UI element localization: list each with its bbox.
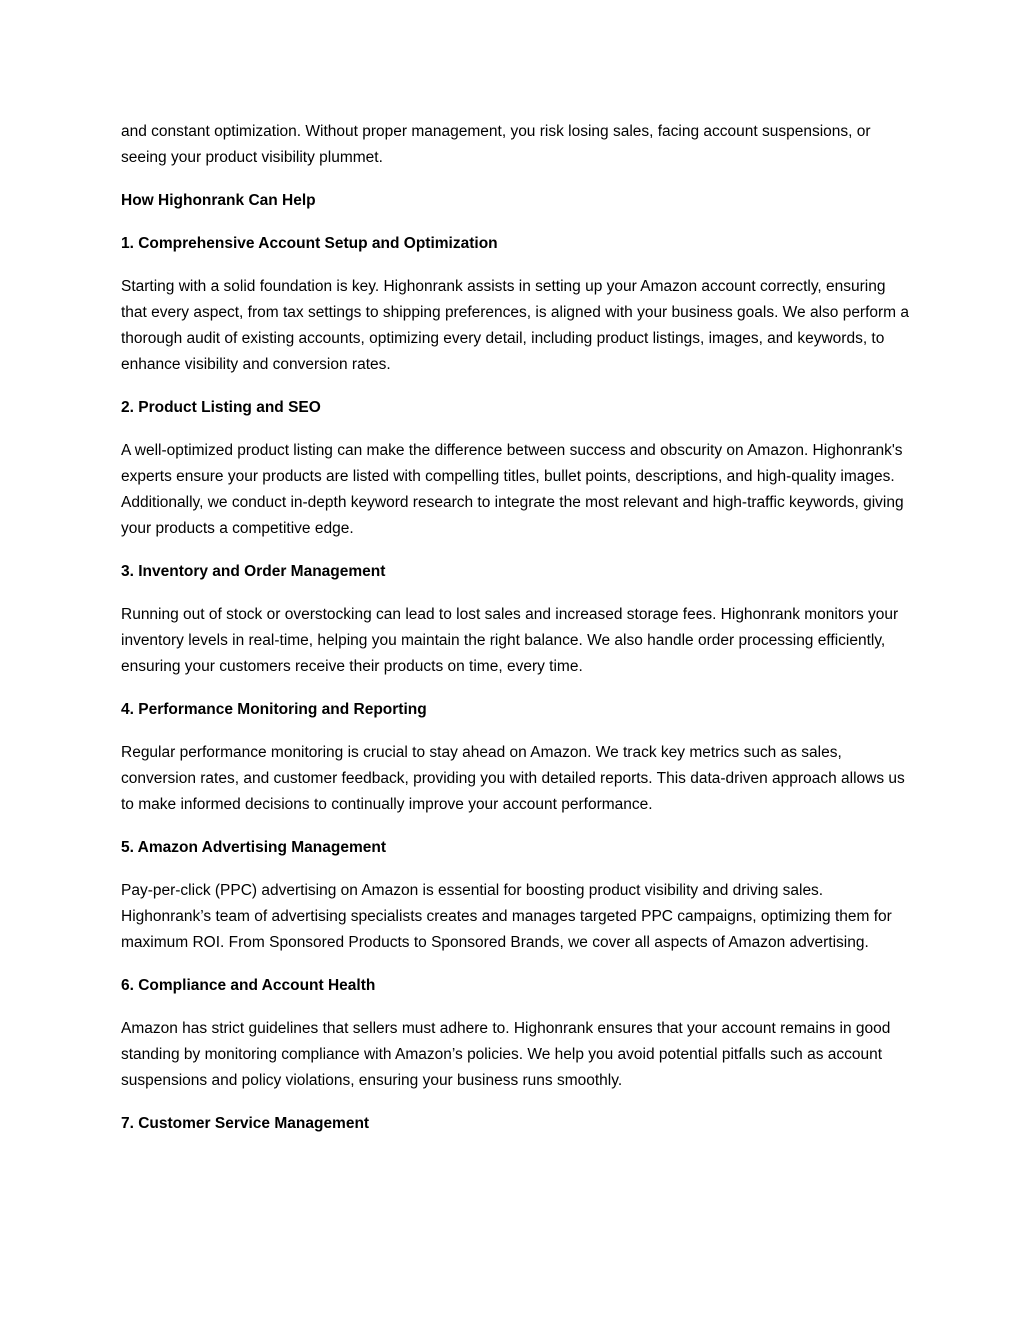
section-body: Starting with a solid foundation is key. Highonrank assists in setting up your Amazon account correctly, ensuring that every aspect, from tax settings to shipping preferences, is aligned with your business goals. We also perform a thorough audit of existing accounts, optimizing every detail, including product listings, images, and keywords, to enhance visibility and conversion rates.: [121, 278, 910, 373]
section-heading: 2. Product Listing and SEO: [121, 399, 321, 416]
document-content: [121, 119, 911, 1154]
section-body: Amazon has strict guidelines that sellers must adhere to. Highonrank ensures that your account remains in good standing by monitoring compliance with Amazon’s policies. We help you avoid potential pitfalls such as account suspensions and policy violations, ensuring your business runs smoothly.: [121, 1020, 891, 1089]
section-body: Pay-per-click (PPC) advertising on Amazon is essential for boosting product visibility and driving sales. Highonrank’s team of advertising specialists creates and manages targeted PPC campaigns, optimizing them for maximum ROI. From Sponsored Products to Sponsored Brands, we cover all aspects of Amazon advertising.: [121, 882, 892, 951]
section-body: Running out of stock or overstocking can lead to lost sales and increased storage fees. Highonrank monitors your inventory levels in real-time, helping you maintain the right balance. We also handle order processing efficiently, ensuring your customers receive their products on time, every time.: [121, 606, 899, 675]
section-heading: 3. Inventory and Order Management: [121, 563, 386, 580]
section-body: Regular performance monitoring is crucial to stay ahead on Amazon. We track key metrics such as sales, conversion rates, and customer feedback, providing you with detailed reports. This data-driven approach allows us to make informed decisions to continually improve your account performance.: [121, 744, 905, 813]
section-heading: 1. Comprehensive Account Setup and Optimization: [121, 235, 498, 252]
section-body: A well-optimized product listing can make the difference between success and obscurity on Amazon. Highonrank's experts ensure your products are listed with compelling titles, bullet points, descriptions, and high-quality images. Additionally, we conduct in-depth keyword research to integrate the most relevant and high-traffic keywords, giving your products a competitive edge.: [121, 442, 904, 537]
main-heading: How Highonrank Can Help: [121, 192, 316, 209]
intro-paragraph: and constant optimization. Without proper management, you risk losing sales, facing account suspensions, or seeing your product visibility plummet.: [121, 123, 871, 166]
section-heading: 5. Amazon Advertising Management: [121, 839, 386, 856]
section-heading: 4. Performance Monitoring and Reporting: [121, 701, 427, 718]
final-heading: 7. Customer Service Management: [121, 1115, 370, 1132]
section-heading: 6. Compliance and Account Health: [121, 977, 376, 994]
